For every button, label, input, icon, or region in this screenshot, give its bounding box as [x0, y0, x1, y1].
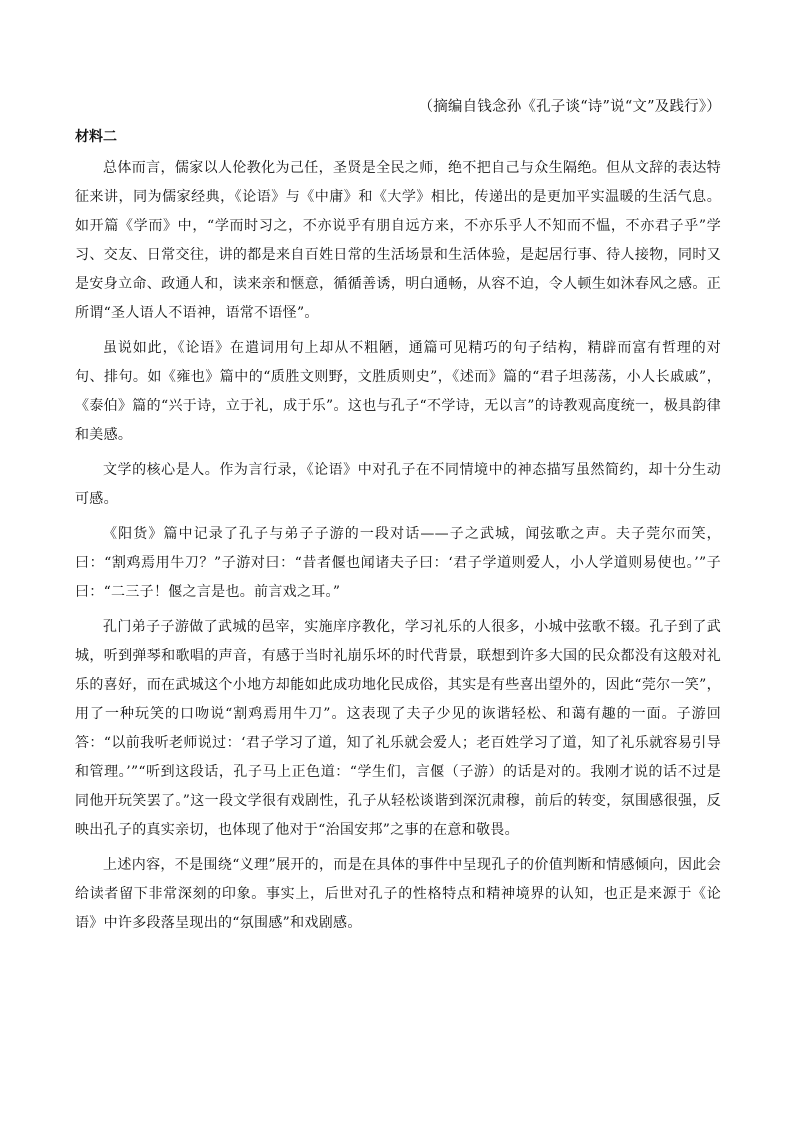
paragraph-3: 文学的核心是人。作为言行录，《论语》中对孔子在不同情境中的神态描写虽然简约，却十分生动可感。: [75, 462, 721, 507]
paragraph-5: 孔门弟子子游做了武城的邑宰，实施庠序教化，学习礼乐的人很多，小城中弦歌不辍。孔子到了武城，听到弹琴和歌唱的声音，有感于当时礼崩乐坏的时代背景，联想到许多大国的民众都没有这般对礼乐的喜好，而在武城这个小地方却能如此成功地化民成俗，其实是有些喜出望外的，因此“莞尔一笑”，用了一种玩笑的口吻说“割鸡焉用牛刀”。这表现了夫子少见的诙谐轻松、和蔼有趣的一面。子游回答：“以前我听老师说过：‘君子学习了道，知了礼乐就会爱人；老百姓学习了道，知了礼乐就容易引导和管理。’”“听到这段话，孔子马上正色道：“学生们，言偃（子游）的话是对的。我刚才说的话不过是同他开玩笑罢了。”这一段文学很有戏剧性，孔子从轻松谈谐到深沉肃穆，前后的转变，氛围感很强，反映出孔子的真实亲切，也体现了他对于“治国安邦”之事的在意和敬畏。: [75, 619, 721, 838]
section-heading: 材料二: [75, 129, 117, 145]
paragraph-2: 虽说如此，《论语》在遣词用句上却从不粗陋，通篇可见精巧的句子结构，精辟而富有哲理的对句、排句。如《雍也》篇中的“质胜文则野，文胜质则史”，《述而》篇的“君子坦荡荡，小人长戚戚”，《泰伯》篇的“兴于诗，立于礼，成于乐”。这也与孔子“不学诗，无以言”的诗教观高度统一，极具韵律和美感。: [75, 340, 721, 443]
source-citation: （摘编自钱念孙《孔子谈“诗”说“文”及践行》）: [418, 99, 721, 115]
paragraph-6: 上述内容，不是围绕“义理”展开的，而是在具体的事件中呈现孔子的价值判断和情感倾向，因此会给读者留下非常深刻的印象。事实上，后世对孔子的性格特点和精神境界的认知，也正是来源于《论语》中许多段落呈现出的“氛围感”和戏剧感。: [75, 857, 721, 931]
paragraph-1: 总体而言，儒家以人伦教化为己任，圣贤是全民之师，绝不把自己与众生隔绝。但从文辞的表达特征来讲，同为儒家经典，《论语》与《中庸》和《大学》相比，传递出的是更加平实温暖的生活气息。如开篇《学而》中，“学而时习之，不亦说乎有朋自远方来，不亦乐乎人不知而不愠，不亦君子乎”学习、交友、日常交往，讲的都是来自百姓日常的生活场景和生活体验，是起居行事、待人接物，同时又是安身立命、政通人和，读来亲和惬意，循循善诱，明白通畅，从容不迫，令人顿生如沐春风之感。正所谓“圣人语人不语神，语常不语怪”。: [75, 160, 721, 321]
paragraph-4: 《阳货》篇中记录了孔子与弟子子游的一段对话——子之武城，闻弦歌之声。夫子莞尔而笑，曰：“割鸡焉用牛刀？”子游对曰：“昔者偃也闻诸夫子曰：‘君子学道则爱人，小人学道则易使也。’”子曰：“二三子！偃之言是也。前言戏之耳。”: [75, 526, 721, 600]
document-page: [75, 96, 721, 944]
